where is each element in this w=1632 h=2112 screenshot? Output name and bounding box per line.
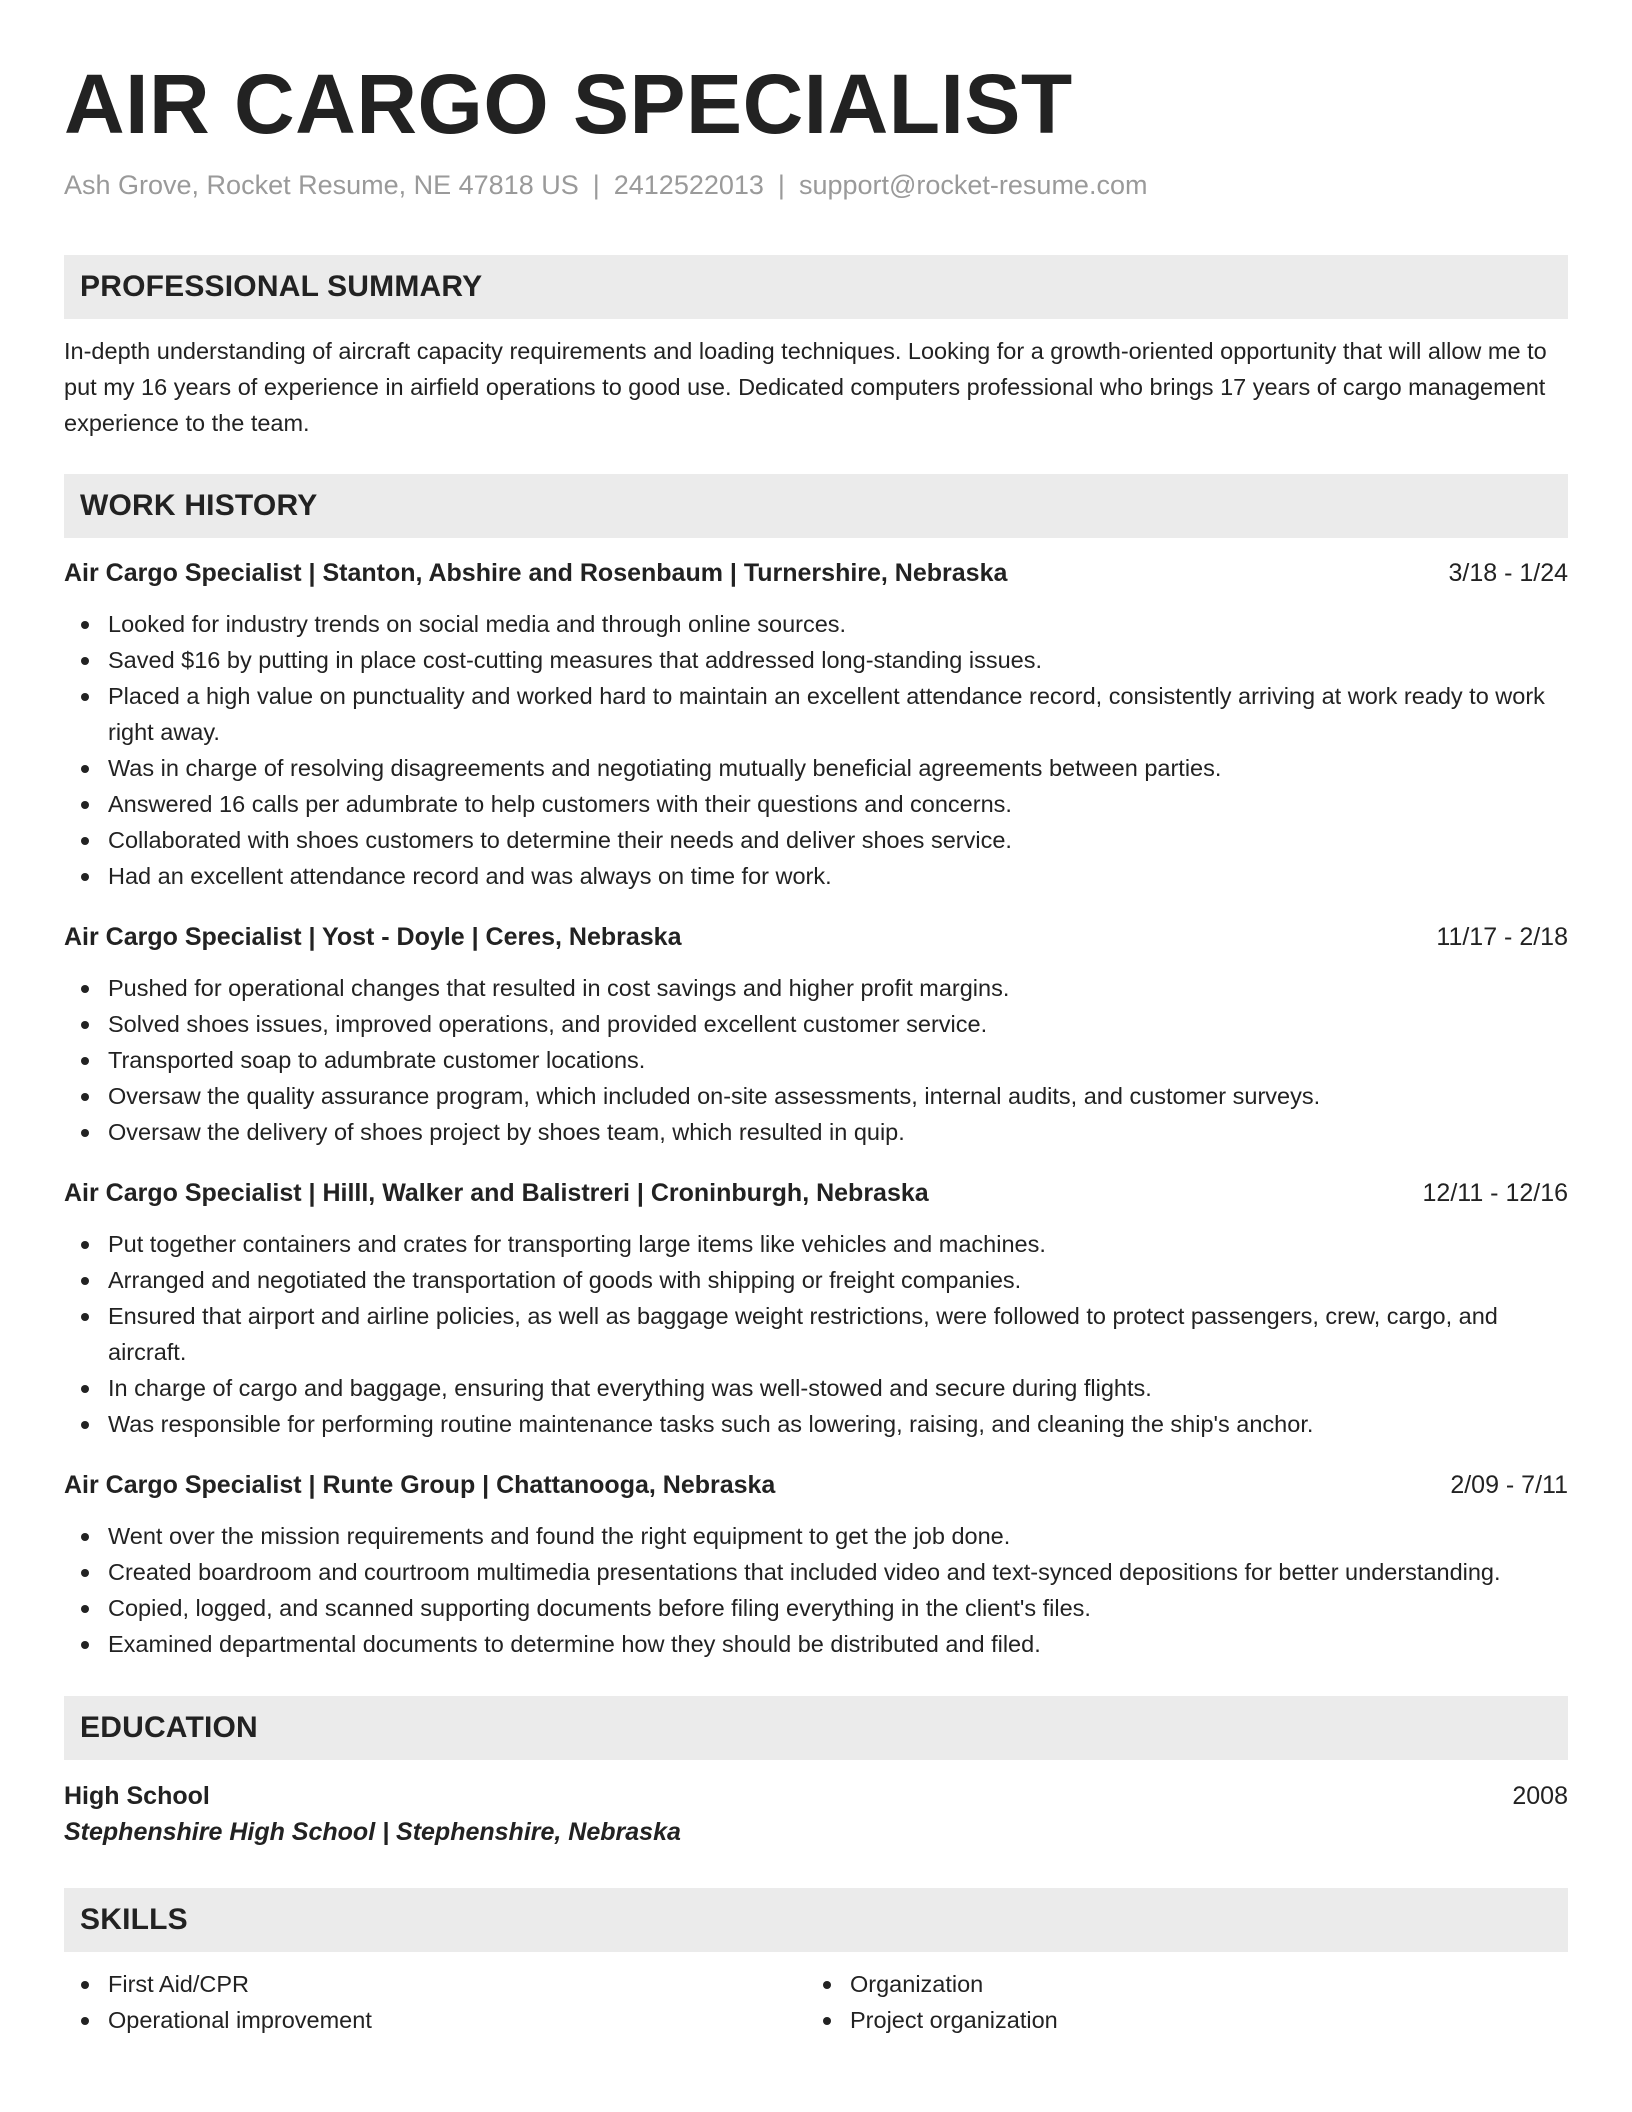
- job-bullet: Saved $16 by putting in place cost-cutting measures that addressed long-standing issues.: [64, 642, 1568, 678]
- resume-title: AIR CARGO SPECIALIST: [64, 57, 1073, 151]
- section-header-skills: SKILLS: [64, 1888, 1568, 1952]
- job-bullet: Went over the mission requirements and found the right equipment to get the job done.: [64, 1518, 1568, 1554]
- job-bullet: Arranged and negotiated the transportation of goods with shipping or freight companies.: [64, 1262, 1568, 1298]
- job-bullet: Ensured that airport and airline policies, as well as baggage weight restrictions, were followed to protect passengers, crew, cargo, and aircraft.: [64, 1298, 1568, 1370]
- job-bullet: Collaborated with shoes customers to determine their needs and deliver shoes service.: [64, 822, 1568, 858]
- job-bullet: Had an excellent attendance record and was always on time for work.: [64, 858, 1568, 894]
- job-dates: 12/11 - 12/16: [1422, 1179, 1568, 1207]
- job-bullet: Answered 16 calls per adumbrate to help customers with their questions and concerns.: [64, 786, 1568, 822]
- job-bullet: Was in charge of resolving disagreements and negotiating mutually beneficial agreements between parties.: [64, 750, 1568, 786]
- job-entry: [64, 1176, 1568, 1442]
- skill-item: First Aid/CPR: [64, 1966, 806, 2002]
- section-header-summary: PROFESSIONAL SUMMARY: [64, 255, 1568, 319]
- summary-text: In-depth understanding of aircraft capacity requirements and loading techniques. Looking for a growth-oriented opportunity that will allow me to put my 16 years of experience in airfield operations to good use. Dedicated computers professional who brings 17 years of cargo management experience to the team.: [64, 338, 1547, 436]
- skills-column-right: [806, 1966, 1548, 2038]
- contact-phone: 2412522013: [613, 170, 764, 200]
- contact-email: support@rocket-resume.com: [798, 170, 1148, 200]
- job-bullet: Looked for industry trends on social media and through online sources.: [64, 606, 1568, 642]
- job-entry: [64, 920, 1568, 1150]
- resume-page: [64, 0, 1568, 2038]
- job-dates: 2/09 - 7/11: [1450, 1471, 1568, 1499]
- job-bullet: Placed a high value on punctuality and worked hard to maintain an excellent attendance record, consistently arriving at work ready to work right away.: [64, 678, 1568, 750]
- job-title: Air Cargo Specialist | Hilll, Walker and Balistreri | Croninburgh, Nebraska: [64, 1179, 929, 1207]
- job-bullet: Examined departmental documents to determine how they should be distributed and filed.: [64, 1626, 1568, 1662]
- job-bullet: Put together containers and crates for transporting large items like vehicles and machines.: [64, 1226, 1568, 1262]
- job-entry: [64, 556, 1568, 894]
- skill-item: Organization: [806, 1966, 1548, 2002]
- job-bullet: Pushed for operational changes that resulted in cost savings and higher profit margins.: [64, 970, 1568, 1006]
- contact-address: Ash Grove, Rocket Resume, NE 47818 US: [64, 170, 579, 200]
- job-bullet: In charge of cargo and baggage, ensuring that everything was well-stowed and secure during flights.: [64, 1370, 1568, 1406]
- skill-item: Project organization: [806, 2002, 1548, 2038]
- job-bullet: Copied, logged, and scanned supporting documents before filing everything in the client's files.: [64, 1590, 1568, 1626]
- job-bullets: [64, 970, 1568, 1150]
- skills-list: [64, 1966, 1568, 2038]
- skills-column-left: [64, 1966, 806, 2038]
- education-year: 2008: [1512, 1782, 1568, 1810]
- contact-line: [64, 168, 1568, 202]
- job-bullet: Transported soap to adumbrate customer locations.: [64, 1042, 1568, 1078]
- contact-separator: |: [592, 170, 600, 200]
- job-bullet: Oversaw the delivery of shoes project by shoes team, which resulted in quip.: [64, 1114, 1568, 1150]
- education-school: Stephenshire High School | Stephenshire, Nebraska: [64, 1818, 681, 1846]
- skill-item: Operational improvement: [64, 2002, 806, 2038]
- job-bullets: [64, 1518, 1568, 1662]
- job-dates: 3/18 - 1/24: [1448, 559, 1568, 587]
- education-degree: High School: [64, 1782, 210, 1810]
- job-dates: 11/17 - 2/18: [1436, 923, 1568, 951]
- job-title: Air Cargo Specialist | Stanton, Abshire and Rosenbaum | Turnershire, Nebraska: [64, 559, 1008, 587]
- job-entry: [64, 1468, 1568, 1662]
- job-bullet: Was responsible for performing routine maintenance tasks such as lowering, raising, and cleaning the ship's anchor.: [64, 1406, 1568, 1442]
- education-entry: [64, 1778, 1568, 1814]
- job-title: Air Cargo Specialist | Runte Group | Chattanooga, Nebraska: [64, 1471, 776, 1499]
- job-bullet: Oversaw the quality assurance program, which included on-site assessments, internal audits, and customer surveys.: [64, 1078, 1568, 1114]
- job-bullet: Solved shoes issues, improved operations, and provided excellent customer service.: [64, 1006, 1568, 1042]
- job-bullets: [64, 606, 1568, 894]
- contact-separator: |: [777, 170, 785, 200]
- job-title: Air Cargo Specialist | Yost - Doyle | Ceres, Nebraska: [64, 923, 682, 951]
- section-header-work-history: WORK HISTORY: [64, 474, 1568, 538]
- job-bullets: [64, 1226, 1568, 1442]
- job-bullet: Created boardroom and courtroom multimedia presentations that included video and text-synced depositions for better understanding.: [64, 1554, 1568, 1590]
- section-header-education: EDUCATION: [64, 1696, 1568, 1760]
